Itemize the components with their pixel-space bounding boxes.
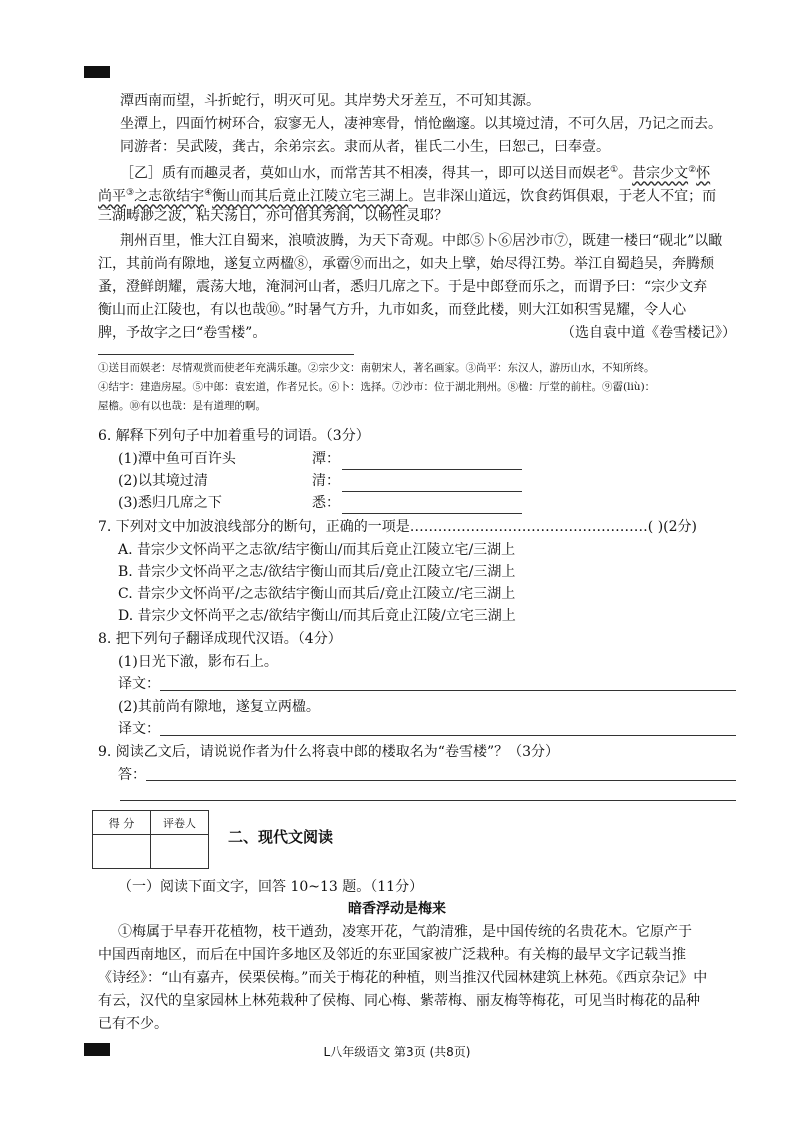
q6-sentence: (2)以其境过清 (118, 473, 208, 489)
passage-b-text: ［乙］质有而趣灵者，莫如山水，而常苦其不相凑，得其一，即可以送目而娱老 (120, 165, 610, 182)
score-cell[interactable] (93, 835, 151, 869)
answer-blank[interactable] (342, 498, 522, 514)
wavy-underlined-text: 昔宗少文 (632, 165, 689, 182)
passage-b-line1 (120, 159, 736, 185)
answer-blank[interactable] (342, 476, 522, 492)
q9-title: 9. 阅读乙文后，请说说作者为什么将袁中郎的楼取名为“卷雪楼”？（3分） (98, 744, 560, 760)
passage-b-text: 。 (618, 165, 633, 182)
q6-item1 (118, 448, 736, 470)
q7-option-b[interactable]: B. 昔宗少文怀尚平之志/欲结宇衡山而其后/竟止江陵立宅/三湖上 (118, 564, 516, 580)
q7-option-d[interactable]: D. 昔宗少文怀尚平之志/欲结宇衡山/而其后竟止江陵/立宅三湖上 (118, 608, 516, 624)
q6-item3 (118, 492, 736, 514)
article-title: 暗香浮动是梅来 (348, 901, 446, 917)
q8-translation-label-1: 译文： (118, 676, 160, 692)
score-table (92, 810, 209, 869)
q9-answer-line-1[interactable] (146, 780, 736, 781)
passage-source: （选自袁中道《卷雪楼记》） (561, 325, 736, 341)
note-mark: ③ (126, 188, 135, 198)
passage-a-p3: 同游者：吴武陵，龚古，余弟宗玄。隶而从者，崔氏二小生，曰恕己，曰奉壹。 (120, 139, 610, 155)
passage-a-p1: 潭西南而望，斗折蛇行，明灭可见。其岸势犬牙差互，不可知其源。 (120, 93, 540, 109)
article-line3: 《诗经》：“山有嘉卉，侯栗侯梅。”而关于梅花的种植，则当推汉代园林建筑上林苑。《西京杂记》中 (98, 970, 708, 986)
wavy-underlined-text: 之志欲结宇 (134, 188, 205, 205)
q6-sentence: (3)悉归几席之下 (118, 495, 222, 511)
q6-word: 清： (312, 473, 340, 489)
footnote-line2: ④结宇：建造房屋。⑤中郎：袁宏道，作者兄长。⑥卜：选择。⑦沙市：位于湖北荆州。⑧楹：厅堂的前柱。⑨霤(liù)： (98, 381, 656, 393)
q8-translation-label-2: 译文： (118, 721, 160, 737)
passage-b-p2-line1: 荆州百里，惟大江自蜀来，浪喷波腾，为天下奇观。中郎⑤卜⑥居沙市⑦，既建一楼曰“砚北”以瞰 (120, 233, 723, 249)
wavy-underlined-text: 怀 (696, 165, 711, 182)
article-line2: 中国西南地区，而后在中国许多地区及邻近的东亚国家被广泛栽种。有关梅的最早文字记载当推 (98, 947, 686, 963)
passage-b-p2-line5: 脾，予故字之曰“卷雪楼”。 (98, 325, 267, 341)
q8-answer-line-2[interactable] (160, 735, 736, 736)
footnote-line1: ①送目而娱老：尽情观赏而使老年充满乐趣。②宗少文：南朝宋人，著名画家。③尚平：东汉人，游历山水，不知所终。 (98, 362, 655, 374)
q9-answer-label: 答： (118, 767, 146, 783)
score-header: 得 分 (93, 811, 151, 835)
section-heading: 二、现代文阅读 (228, 828, 334, 846)
grader-header: 评卷人 (151, 811, 209, 835)
note-mark: ④ (204, 188, 213, 198)
passage-b-p2-line2: 江，其前尚有隙地，遂复立两楹⑧，承霤⑨而出之，如夬上擘，始尽得江势。举江自蜀趋吴，奔腾颓 (98, 256, 714, 272)
q6-sentence: (1)潭中鱼可百许头 (118, 451, 236, 467)
q8-answer-line-1[interactable] (160, 690, 736, 691)
passage-b-text: 。岂非深山道远，饮食药饵俱艰，于老人不宜；而 (408, 188, 717, 205)
footnote-divider (98, 354, 354, 355)
passage-b-line3: 三湖畴渺之波，粘天荡日，亦可借其秀润，以畅性灵耶？ (98, 208, 448, 224)
q9-answer-line-2[interactable] (120, 800, 736, 801)
footnote-line3: 屋檐。⑩有以也哉：是有道理的啊。 (98, 400, 266, 412)
page-footer: L八年级语文 第3页 (共8页) (323, 1045, 471, 1059)
passage-a-p2: 坐潭上，四面竹树环合，寂寥无人，凄神寒骨，悄怆幽邃。以其境过清，不可久居，乃记之而去。 (120, 116, 722, 132)
q7-option-a[interactable]: A. 昔宗少文怀尚平之志欲/结宇衡山/而其后竟止江陵立宅/三湖上 (118, 542, 516, 558)
wavy-underlined-text: 尚平 (98, 188, 126, 205)
q8-title: 8. 把下列句子翻译成现代汉语。（4分） (98, 631, 342, 647)
passage-b-line2 (98, 182, 736, 208)
section-sub-instruction: （一）阅读下面文字，回答 10~13 题。（11分） (118, 879, 424, 895)
q8-sentence2: (2)其前尚有隙地，遂复立两楹。 (118, 699, 320, 715)
note-mark: ② (688, 165, 697, 175)
q7-title: 7. 下列对文中加波浪线部分的断句，正确的一项是……………………………………………( )(2分) (98, 519, 698, 535)
article-line1: ①梅属于早春开花植物，枝干遒劲，凌寒开花，气韵清雅，是中国传统的名贵花木。它原产于 (118, 924, 692, 940)
q8-sentence1: (1)日光下澈，影布石上。 (118, 654, 278, 670)
passage-b-p2-line3: 蚤，澄鲜朗耀，震荡大地，淹洞河山者，悉归几席之下。于是中郎登而乐之，而谓予曰：“宗少文弃 (98, 279, 708, 295)
q6-word: 悉： (312, 495, 340, 511)
answer-blank[interactable] (342, 454, 522, 470)
note-mark: ① (610, 165, 619, 175)
article-line4: 有云，汉代的皇家园林上林苑栽种了侯梅、同心梅、紫蒂梅、丽友梅等梅花，可见当时梅花的品种 (98, 993, 700, 1009)
wavy-underlined-text: 衡山而其后竟止江陵立宅三湖上 (212, 188, 409, 205)
q7-option-c[interactable]: C. 昔宗少文怀尚平/之志欲结宇衡山而其后/竟止江陵立/宅三湖上 (118, 586, 516, 602)
top-registration-mark (84, 66, 110, 78)
passage-b-p2-line4: 衡山而止江陵也，有以也哉⑩。”时暑气方升，九市如炙，而登此楼，则大江如积雪晃耀，令人心 (98, 302, 687, 318)
q6-title: 6. 解释下列句子中加着重号的词语。（3分） (98, 428, 370, 444)
article-line5: 已有不少。 (98, 1016, 168, 1032)
q6-word: 潭： (312, 451, 340, 467)
q6-item2 (118, 470, 736, 492)
grader-cell[interactable] (151, 835, 209, 869)
